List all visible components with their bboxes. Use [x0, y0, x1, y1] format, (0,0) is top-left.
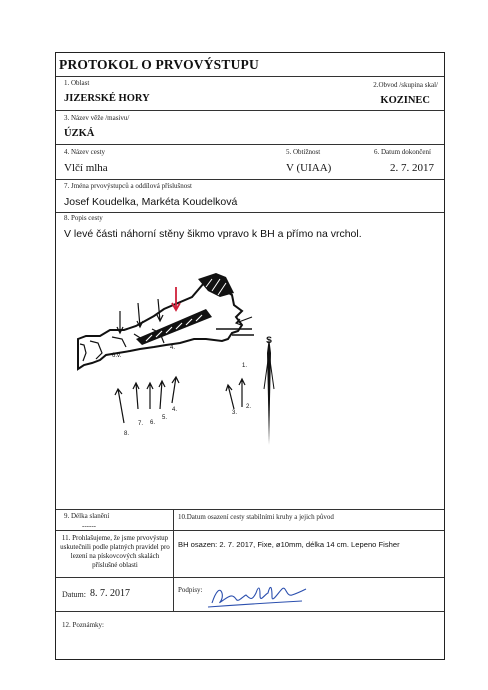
- arrow-1: [117, 311, 123, 333]
- bolt-info: BH osazen: 2. 7. 2017, Fixe, ø10mm, délka 14 cm. Lepeno Fisher: [178, 540, 400, 549]
- column-divider: [173, 510, 174, 530]
- date-value: 8. 7. 2017: [90, 588, 130, 599]
- sketch-label-2: 2.: [246, 404, 252, 410]
- route-row: [56, 145, 444, 180]
- date-label: Datum:: [62, 590, 86, 599]
- arrow-2: [137, 303, 143, 327]
- grade-label: 5. Obtížnost: [286, 148, 321, 156]
- route-name-label: 4. Název cesty: [64, 148, 106, 156]
- column-divider-2: [173, 531, 174, 577]
- region-value: JIZERSKÉ HORY: [64, 93, 150, 104]
- rappel-value: ------: [82, 522, 96, 530]
- tower-row: [56, 111, 444, 145]
- red-bh-arrow: [172, 287, 180, 310]
- bolt-date-label: 10.Datum osazení cesty stabilními kruhy a jejich původ: [178, 513, 334, 521]
- completion-date-label: 6. Datum dokončení: [374, 148, 431, 156]
- sketch-label-6v: 6.v.: [112, 353, 122, 359]
- arrow-2b: [239, 379, 245, 407]
- arrow-4b: [172, 377, 179, 403]
- arrow-3b: [226, 385, 234, 409]
- description-label: 8. Popis cesty: [64, 214, 103, 222]
- route-sketch: [56, 213, 446, 510]
- tower-value: ÚZKÁ: [64, 128, 95, 139]
- rappel-row: [56, 510, 444, 531]
- sketch-label-4: 4.: [172, 407, 178, 413]
- climbers-label: 7. Jména prvovýstupců a oddílová příslušnost: [64, 182, 192, 190]
- column-divider-3: [173, 578, 174, 611]
- signatures-label: Podpisy:: [178, 586, 203, 594]
- description-value: V levé části náhorní stěny šikmo vpravo k BH a přímo na vrchol.: [64, 228, 362, 240]
- sketch-label-6: 6.: [150, 420, 156, 426]
- district-value: KOZINEC: [380, 95, 430, 106]
- region-row: [56, 77, 444, 111]
- arrow-4: [236, 317, 252, 325]
- climbers-row: [56, 180, 444, 213]
- declaration-row: [56, 531, 444, 578]
- handwritten-signature: [206, 581, 316, 609]
- climbers-value: Josef Koudelka, Markéta Koudelková: [64, 196, 238, 208]
- arrow-5: [159, 381, 165, 409]
- sketch-label-8: 8.: [124, 431, 130, 437]
- arrow-8: [115, 389, 124, 423]
- title-row: [56, 53, 444, 77]
- north-label: S: [266, 335, 273, 345]
- tower-label: 3. Název věže /masivu/: [64, 114, 130, 122]
- protocol-form: [55, 52, 445, 660]
- sketch-label-4-top: 4.: [170, 345, 176, 351]
- sketch-label-5: 5.: [162, 415, 168, 421]
- declaration-text: 11. Prohlašujeme, že jsme prvovýstup uskutečnili podle platných pravidel pro lezení na pískovcových skalách příslušné oblasti: [60, 534, 170, 569]
- completion-date-value: 2. 7. 2017: [390, 162, 434, 174]
- grade-value: V (UIAA): [286, 162, 332, 174]
- route-name-value: Vlčí mlha: [64, 162, 108, 174]
- sketch-label-3: 3.: [232, 410, 238, 416]
- notes-label: 12. Poznámky:: [62, 621, 104, 629]
- region-label: 1. Oblast: [64, 79, 90, 87]
- signature-row: [56, 578, 444, 612]
- description-row: [56, 213, 444, 510]
- rappel-label: 9. Délka slanění: [64, 512, 110, 520]
- arrow-6: [147, 383, 153, 409]
- sketch-label-1: 1.: [242, 363, 248, 369]
- sketch-label-7: 7.: [138, 421, 144, 427]
- notes-row: [56, 612, 444, 659]
- district-label: 2.Obvod /skupina skal/: [373, 81, 438, 89]
- arrow-7: [133, 383, 139, 409]
- page-title: PROTOKOL O PRVOVÝSTUPU: [59, 57, 259, 72]
